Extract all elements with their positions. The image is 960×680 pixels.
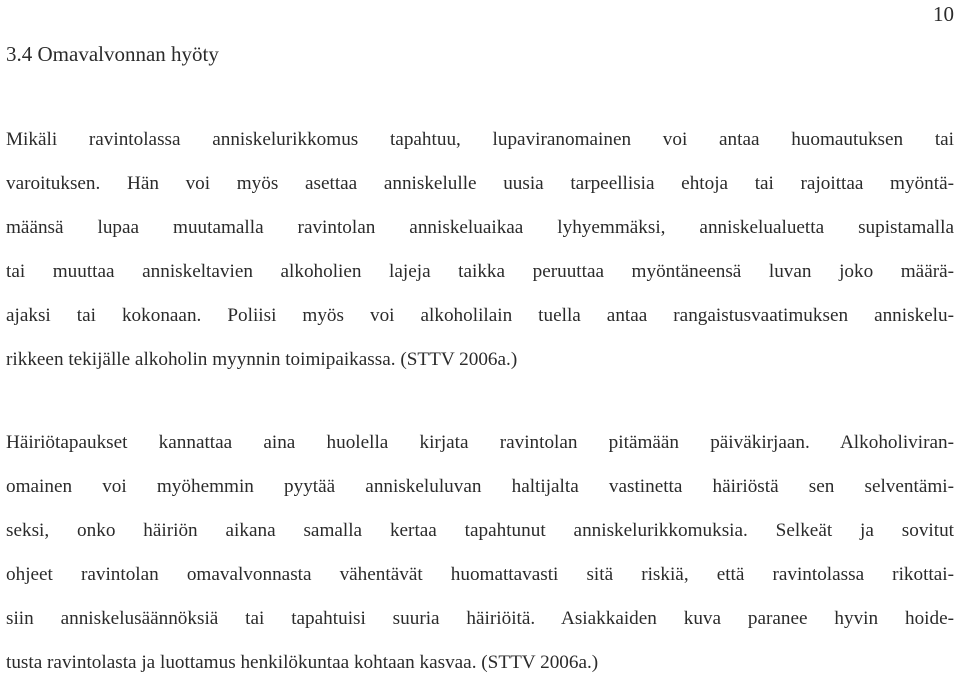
paragraph-line: ohjeet ravintolan omavalvonnasta vähentävät huomattavasti sitä riskiä, että ravintolassa rikottai- (6, 564, 954, 585)
paragraph-line: ajaksi tai kokonaan. Poliisi myös voi alkoholilain tuella antaa rangaistusvaatimuksen anniskelu- (6, 305, 954, 326)
page-number: 10 (933, 2, 954, 26)
paragraph-line: seksi, onko häiriön aikana samalla kertaa tapahtunut anniskelurikkomuksia. Selkeät ja sovitut (6, 520, 954, 541)
paragraph-line: omainen voi myöhemmin pyytää anniskeluluvan haltijalta vastinetta häiriöstä sen selventämi- (6, 476, 954, 497)
paragraph-line: varoituksen. Hän voi myös asettaa anniskelulle uusia tarpeellisia ehtoja tai rajoittaa myöntä- (6, 173, 954, 194)
paragraph-line: määnsä lupaa muutamalla ravintolan anniskeluaikaa lyhyemmäksi, anniskelualuetta supistamalla (6, 217, 954, 238)
paragraph-line: Mikäli ravintolassa anniskelurikkomus tapahtuu, lupaviranomainen voi antaa huomautuksen tai (6, 129, 954, 150)
paragraph-line: rikkeen tekijälle alkoholin myynnin toimipaikassa. (STTV 2006a.) (6, 349, 518, 370)
paragraph-line: siin anniskelusäännöksiä tai tapahtuisi suuria häiriöitä. Asiakkaiden kuva paranee hyvin hoide- (6, 608, 954, 629)
paragraph-line: tusta ravintolasta ja luottamus henkilökuntaa kohtaan kasvaa. (STTV 2006a.) (6, 652, 599, 673)
paragraph-line: Häiriötapaukset kannattaa aina huolella kirjata ravintolan pitämään päiväkirjaan. Alkoholiviran- (6, 432, 954, 453)
paragraph-line: tai muuttaa anniskeltavien alkoholien lajeja taikka peruuttaa myöntäneensä luvan joko määrä- (6, 261, 954, 282)
section-heading: 3.4 Omavalvonnan hyöty (6, 42, 219, 66)
